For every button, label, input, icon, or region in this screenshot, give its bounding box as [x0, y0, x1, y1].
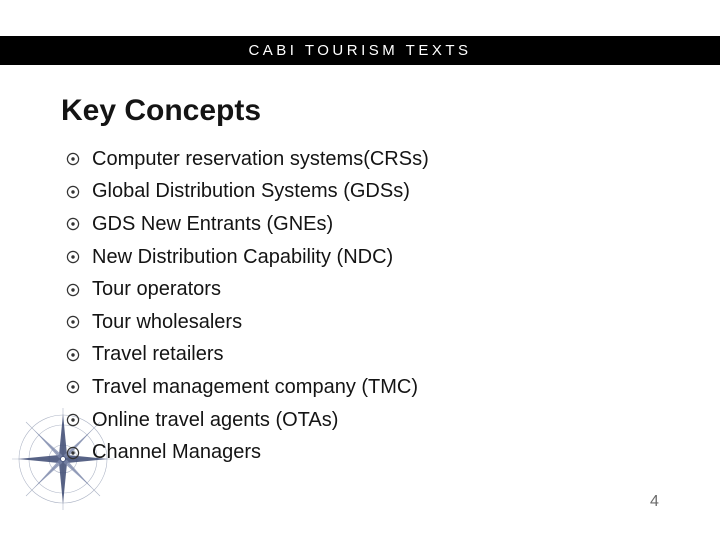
list-item	[66, 339, 429, 372]
bullet-label: New Distribution Capability (NDC)	[92, 245, 394, 268]
circled-dot-icon	[66, 315, 80, 329]
bullet-label: Computer reservation systems(CRSs)	[92, 147, 429, 170]
circled-dot-icon	[66, 446, 80, 460]
header-bar	[0, 36, 720, 65]
list-item	[66, 208, 429, 241]
circled-dot-icon	[66, 152, 80, 166]
bullet-label: Travel management company (TMC)	[92, 375, 419, 398]
bullet-label: Tour wholesalers	[92, 310, 243, 333]
circled-dot-icon	[66, 250, 80, 264]
list-item	[66, 176, 429, 209]
list-item	[66, 371, 429, 404]
list-item	[66, 143, 429, 176]
list-item	[66, 241, 429, 274]
bullet-label: Travel retailers	[92, 343, 224, 366]
circled-dot-icon	[66, 380, 80, 394]
list-item	[66, 306, 429, 339]
circled-dot-icon	[66, 217, 80, 231]
circled-dot-icon	[66, 413, 80, 427]
list-item	[66, 436, 429, 469]
circled-dot-icon	[66, 283, 80, 297]
bullet-label: Channel Managers	[92, 441, 261, 464]
bullet-label: Online travel agents (OTAs)	[92, 408, 339, 431]
list-item	[66, 404, 429, 437]
bullet-label: GDS New Entrants (GNEs)	[92, 212, 334, 235]
circled-dot-icon	[66, 348, 80, 362]
bullet-list	[66, 143, 429, 469]
bullet-label: Global Distribution Systems (GDSs)	[92, 180, 410, 203]
slide-title: Key Concepts	[61, 94, 262, 127]
header-title: CABI TOURISM TEXTS	[248, 42, 472, 59]
page-number: 4	[650, 493, 659, 510]
bullet-label: Tour operators	[92, 278, 221, 301]
circled-dot-icon	[66, 185, 80, 199]
list-item	[66, 273, 429, 306]
